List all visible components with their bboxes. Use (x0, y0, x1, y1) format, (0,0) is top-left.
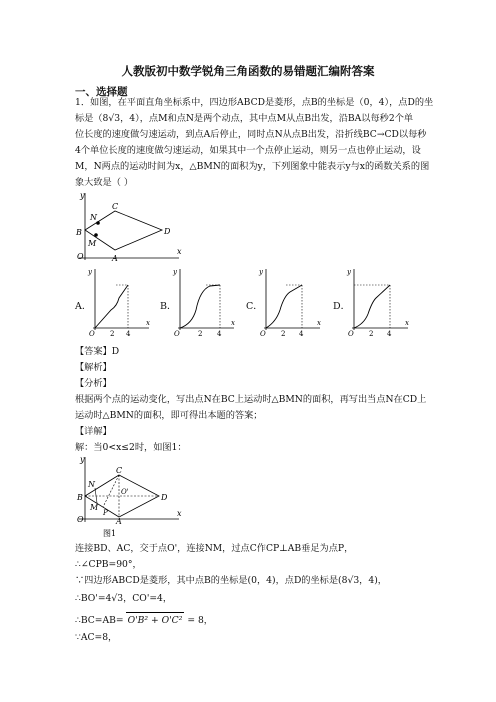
option-c-graph (258, 266, 322, 336)
svg-text:x: x (405, 319, 409, 327)
label-c: C (112, 202, 119, 211)
svg-text:y: y (259, 268, 263, 276)
svg-text:x: x (231, 319, 235, 327)
question-line-4: 4个单位长度的速度做匀速运动，如果其中一个点停止运动，则另一点也停止运动，设 (75, 145, 421, 156)
label-y: y (80, 191, 85, 200)
svg-text:O': O' (121, 488, 129, 496)
point-m (94, 233, 98, 237)
svg-text:2: 2 (281, 330, 286, 336)
step-5-suffix: = 8， (187, 615, 213, 626)
step-2: ∴∠CPB=90°， (75, 559, 142, 570)
document-title: 人教版初中数学锐角三角函数的易错题汇编附答案 (121, 64, 375, 78)
svg-text:N: N (88, 480, 95, 489)
svg-text:A: A (116, 517, 122, 526)
svg-text:y: y (88, 268, 92, 276)
option-d-label: D． (333, 301, 351, 312)
svg-text:4: 4 (217, 330, 222, 336)
option-d-graph (346, 266, 410, 336)
step-6: ∵AC=8， (75, 632, 118, 643)
label-d: D (164, 227, 171, 236)
sqrt-expression: O'B² + O'C² (126, 612, 185, 628)
svg-text:x: x (146, 319, 150, 327)
label-a: A (112, 254, 118, 262)
option-b-graph (172, 266, 236, 336)
option-b-label: B． (160, 301, 177, 312)
section-heading: 一、选择题 (75, 86, 128, 98)
svg-text:O: O (260, 330, 266, 336)
question-line-5: M，N两点的运动时间为x，△BMN的面积为y，下列图象中能表示y与x的函数关系的图 (75, 161, 430, 172)
svg-text:M: M (90, 503, 99, 512)
svg-text:x: x (317, 319, 321, 327)
curve-d (354, 285, 390, 328)
svg-text:2: 2 (198, 330, 203, 336)
option-a-graph (87, 266, 151, 336)
svg-text:D: D (161, 493, 168, 502)
svg-text:4: 4 (299, 330, 304, 336)
step-5-prefix: ∴BC=AB= (75, 615, 124, 626)
figure-1 (75, 454, 185, 540)
step-4: ∴BO'=4√3，CO'=4， (75, 593, 173, 604)
step-5 (75, 612, 213, 628)
svg-text:O: O (348, 330, 354, 336)
label-b: B (76, 228, 82, 237)
svg-text:y: y (173, 268, 177, 276)
curve-a (95, 285, 128, 328)
svg-text:2: 2 (110, 330, 115, 336)
label-o: O (77, 252, 84, 261)
analysis-tag: 【解析】 (75, 362, 112, 373)
svg-text:C: C (116, 466, 123, 475)
question-line-2: 标是（8√3，4），点M和点N是两个动点，其中点M从点B出发，沿BA以每秒2个单 (75, 113, 414, 124)
label-n: N (90, 213, 97, 222)
label-m: M (88, 239, 97, 248)
question-line-1: 1．如图，在平面直角坐标系中，四边形ABCD是菱形，点B的坐标是（0，4），点D的坐 (75, 97, 434, 108)
svg-text:y: y (80, 455, 85, 464)
detail-tag: 【详解】 (75, 426, 112, 437)
step-1: 连接BD、AC，交于点O'，连接NM，过点C作CP⊥AB垂足为点P， (75, 543, 354, 554)
svg-text:O: O (89, 330, 95, 336)
answer: 【答案】D (75, 346, 120, 357)
step-3: ∵四边形ABCD是菱形，其中点B的坐标是(0，4)，点D的坐标是(8√3，4)， (75, 575, 387, 586)
option-c-label: C． (246, 301, 263, 312)
svg-text:4: 4 (387, 330, 392, 336)
label-x: x (177, 247, 182, 256)
fenxi-line-1: 根据两个点的运动变化，写出点N在BC上运动时△BMN的面积，再写出当点N在CD上 (75, 394, 427, 405)
fenxi-tag: 【分析】 (75, 378, 112, 389)
svg-text:B: B (77, 493, 83, 502)
rhombus-figure (75, 190, 185, 262)
detail-line-1: 解：当0<x≤2时，如图1： (75, 442, 187, 453)
svg-text:2: 2 (369, 330, 374, 336)
svg-text:O: O (174, 330, 180, 336)
svg-text:P: P (103, 509, 108, 517)
question-line-6: 象大致是（ ） (75, 177, 134, 188)
svg-text:x: x (177, 509, 182, 518)
svg-text:y: y (347, 268, 351, 276)
curve-b (180, 285, 220, 328)
fenxi-line-2: 运动时△BMN的面积，即可得出本题的答案； (75, 410, 263, 421)
svg-text:4: 4 (126, 330, 131, 336)
figure-caption: 图1 (103, 529, 117, 538)
option-a-label: A． (75, 301, 92, 312)
svg-text:O: O (77, 515, 84, 524)
curve-c (266, 285, 302, 328)
question-line-3: 位长度的速度做匀速运动，到点A后停止，同时点N从点B出发，沿折线BC→CD以每秒 (75, 129, 427, 140)
